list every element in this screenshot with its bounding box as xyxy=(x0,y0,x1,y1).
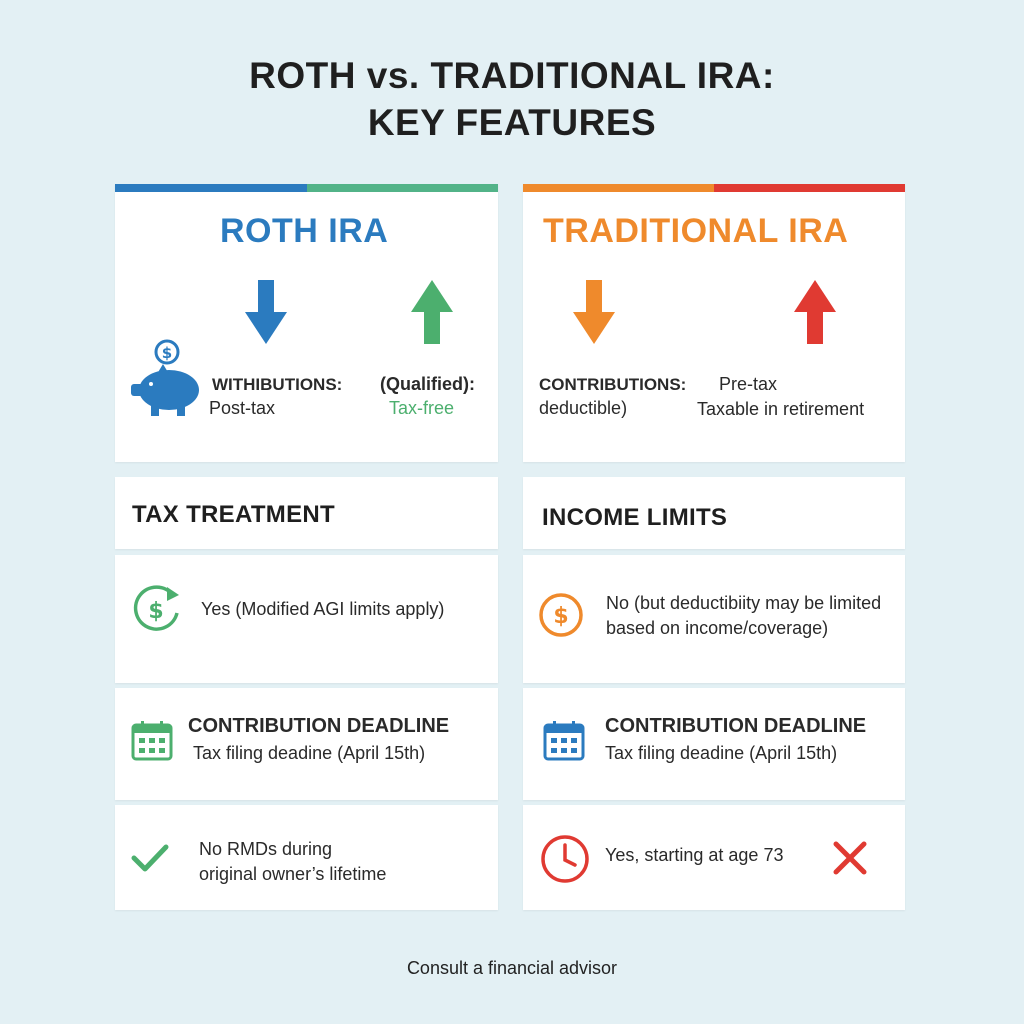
page-title xyxy=(0,52,1024,146)
calendar-icon xyxy=(543,720,585,762)
roth-deadline-text: Tax filing deadine (April 15th) xyxy=(193,743,426,763)
piggy-bank-icon xyxy=(127,338,211,418)
traditional-deadline-card xyxy=(523,688,905,800)
title-line-1: ROTH vs. TRADITIONAL IRA: xyxy=(249,55,775,96)
arrow-down-icon xyxy=(245,280,287,348)
x-mark-icon xyxy=(832,840,868,876)
tax-treatment-card xyxy=(115,477,498,549)
roth-withdrawals-label: WITHIBUTIONS: xyxy=(212,375,343,394)
arrow-up-icon xyxy=(794,280,836,348)
checkmark-icon xyxy=(131,843,169,873)
income-limits-card xyxy=(523,477,905,549)
dollar-circle-icon xyxy=(537,591,585,639)
footer-note: Consult a financial advisor xyxy=(406,958,618,978)
clock-icon xyxy=(539,833,591,885)
traditional-taxable: Taxable in retirement xyxy=(697,399,865,419)
traditional-deadline-label: CONTRIBUTION DEADLINE xyxy=(605,715,867,737)
traditional-deadline-text: Tax filing deadine (April 15th) xyxy=(605,743,838,763)
traditional-rmd-card xyxy=(523,805,905,910)
roth-deadline-label: CONTRIBUTION DEADLINE xyxy=(188,715,450,737)
roth-income-limits-card xyxy=(115,555,498,683)
traditional-top-bar-red xyxy=(714,184,905,192)
roth-qualified-label: (Qualified): xyxy=(380,374,475,394)
traditional-heading: TRADITIONAL IRA xyxy=(543,212,849,250)
title-line-2: KEY FEATURES xyxy=(367,102,657,143)
dollar-cycle-icon xyxy=(129,583,183,637)
roth-income-limits-text: Yes (Modified AGI limits apply) xyxy=(201,599,445,619)
roth-top-bar-blue xyxy=(115,184,307,192)
tax-treatment-label: TAX TREATMENT xyxy=(132,501,335,528)
traditional-pre-tax: Pre-tax xyxy=(719,374,778,394)
income-limits-label: INCOME LIMITS xyxy=(542,504,728,531)
traditional-contributions-label: CONTRIBUTIONS: xyxy=(539,375,687,394)
traditional-income-limits-line2: based on income/coverage) xyxy=(606,618,829,638)
traditional-rmd-text: Yes, starting at age 73 xyxy=(605,845,784,865)
traditional-top-bar-orange xyxy=(523,184,714,192)
arrow-up-icon xyxy=(411,280,453,348)
roth-top-bar-green xyxy=(307,184,498,192)
traditional-deductible: deductible) xyxy=(539,398,628,418)
roth-heading: ROTH IRA xyxy=(220,212,389,250)
svg-text:$: $ xyxy=(161,344,173,362)
traditional-income-limits-card xyxy=(523,555,905,683)
roth-rmd-line2: original owner’s lifetime xyxy=(199,864,387,884)
roth-tax-free: Tax-free xyxy=(389,398,455,418)
traditional-income-limits-line1: No (but deductibiity may be limited xyxy=(606,593,882,613)
roth-post-tax: Post-tax xyxy=(209,398,276,418)
roth-rmd-card xyxy=(115,805,498,910)
roth-header-card xyxy=(115,184,498,462)
calendar-icon xyxy=(131,720,173,762)
roth-rmd-line1: No RMDs during xyxy=(199,839,333,859)
arrow-down-icon xyxy=(573,280,615,348)
traditional-header-card xyxy=(523,184,905,462)
svg-text:$: $ xyxy=(148,599,164,624)
svg-text:$: $ xyxy=(553,604,569,629)
roth-deadline-card xyxy=(115,688,498,800)
